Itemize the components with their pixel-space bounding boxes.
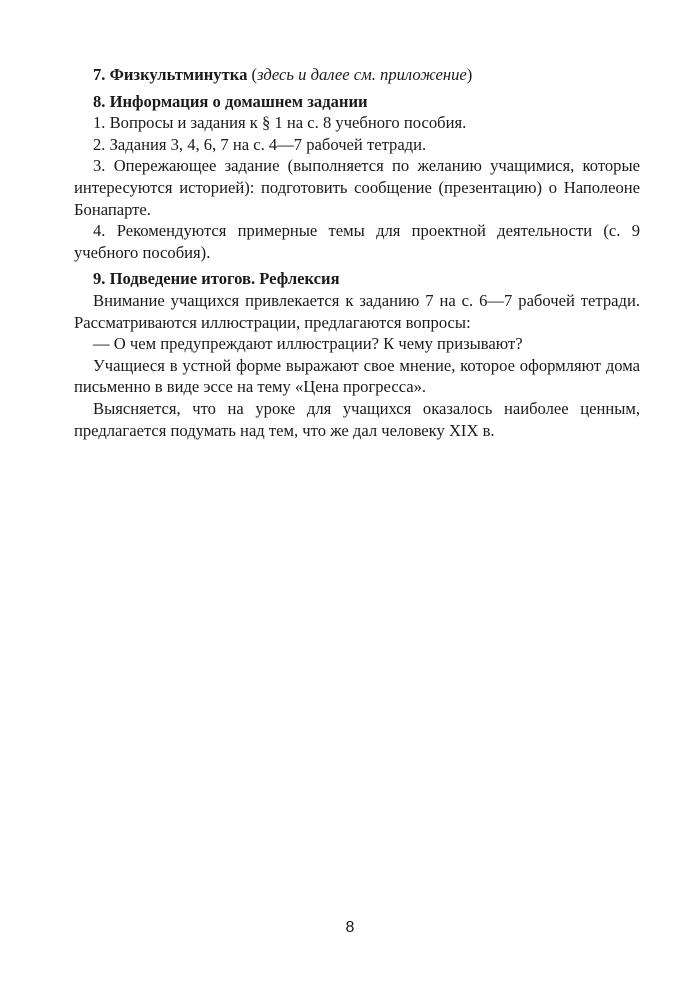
section-9-paragraphs: [74, 290, 640, 441]
reflection-question: — О чем предупреждают иллюстрации? К чему призывают?: [93, 334, 523, 354]
homework-item-2: 2. Задания 3, 4, 6, 7 на с. 4—7 рабочей тетради.: [93, 134, 427, 154]
homework-item-4: 4. Рекомендуются примерные темы для проектной деятельности (с. 9 учебного пособия).: [74, 221, 640, 262]
homework-item-1: 1. Вопросы и задания к § 1 на с. 8 учебного пособия.: [93, 113, 467, 133]
reflection-paragraph-2: Учащиеся в устной форме выражают свое мнение, которое оформляют дома письменно в виде эссе на тему «Цена прогресса».: [74, 355, 640, 397]
section-7-note: здесь и далее см. приложение: [257, 65, 467, 84]
section-7-paren-open: (: [247, 65, 258, 84]
section-9-heading: 9. Подведение итогов. Рефлексия: [93, 269, 340, 289]
page-number: 8: [345, 919, 355, 936]
homework-item-3: 3. Опережающее задание (выполняется по желанию учащимися, которые интересуются историей): подготовить сообщение (презентацию) о Наполеоне Бонапарте.: [74, 156, 640, 219]
page-content: [74, 64, 640, 441]
reflection-paragraph-3: Выясняется, что на уроке для учащихся оказалось наиболее ценным, предлагается подумать над тем, что же дал человеку XIX в.: [74, 398, 640, 440]
section-7-heading: [93, 64, 640, 86]
section-7-title: 7. Физкультминутка: [93, 65, 248, 84]
reflection-paragraph-1: Внимание учащихся привлекается к заданию 7 на с. 6—7 рабочей тетради. Рассматриваются иллюстрации, предлагаются вопросы:: [74, 290, 640, 332]
section-7-paren-close: ): [466, 65, 473, 84]
section-8-heading: 8. Информация о домашнем задании: [93, 91, 368, 111]
section-8-items: [74, 112, 640, 263]
